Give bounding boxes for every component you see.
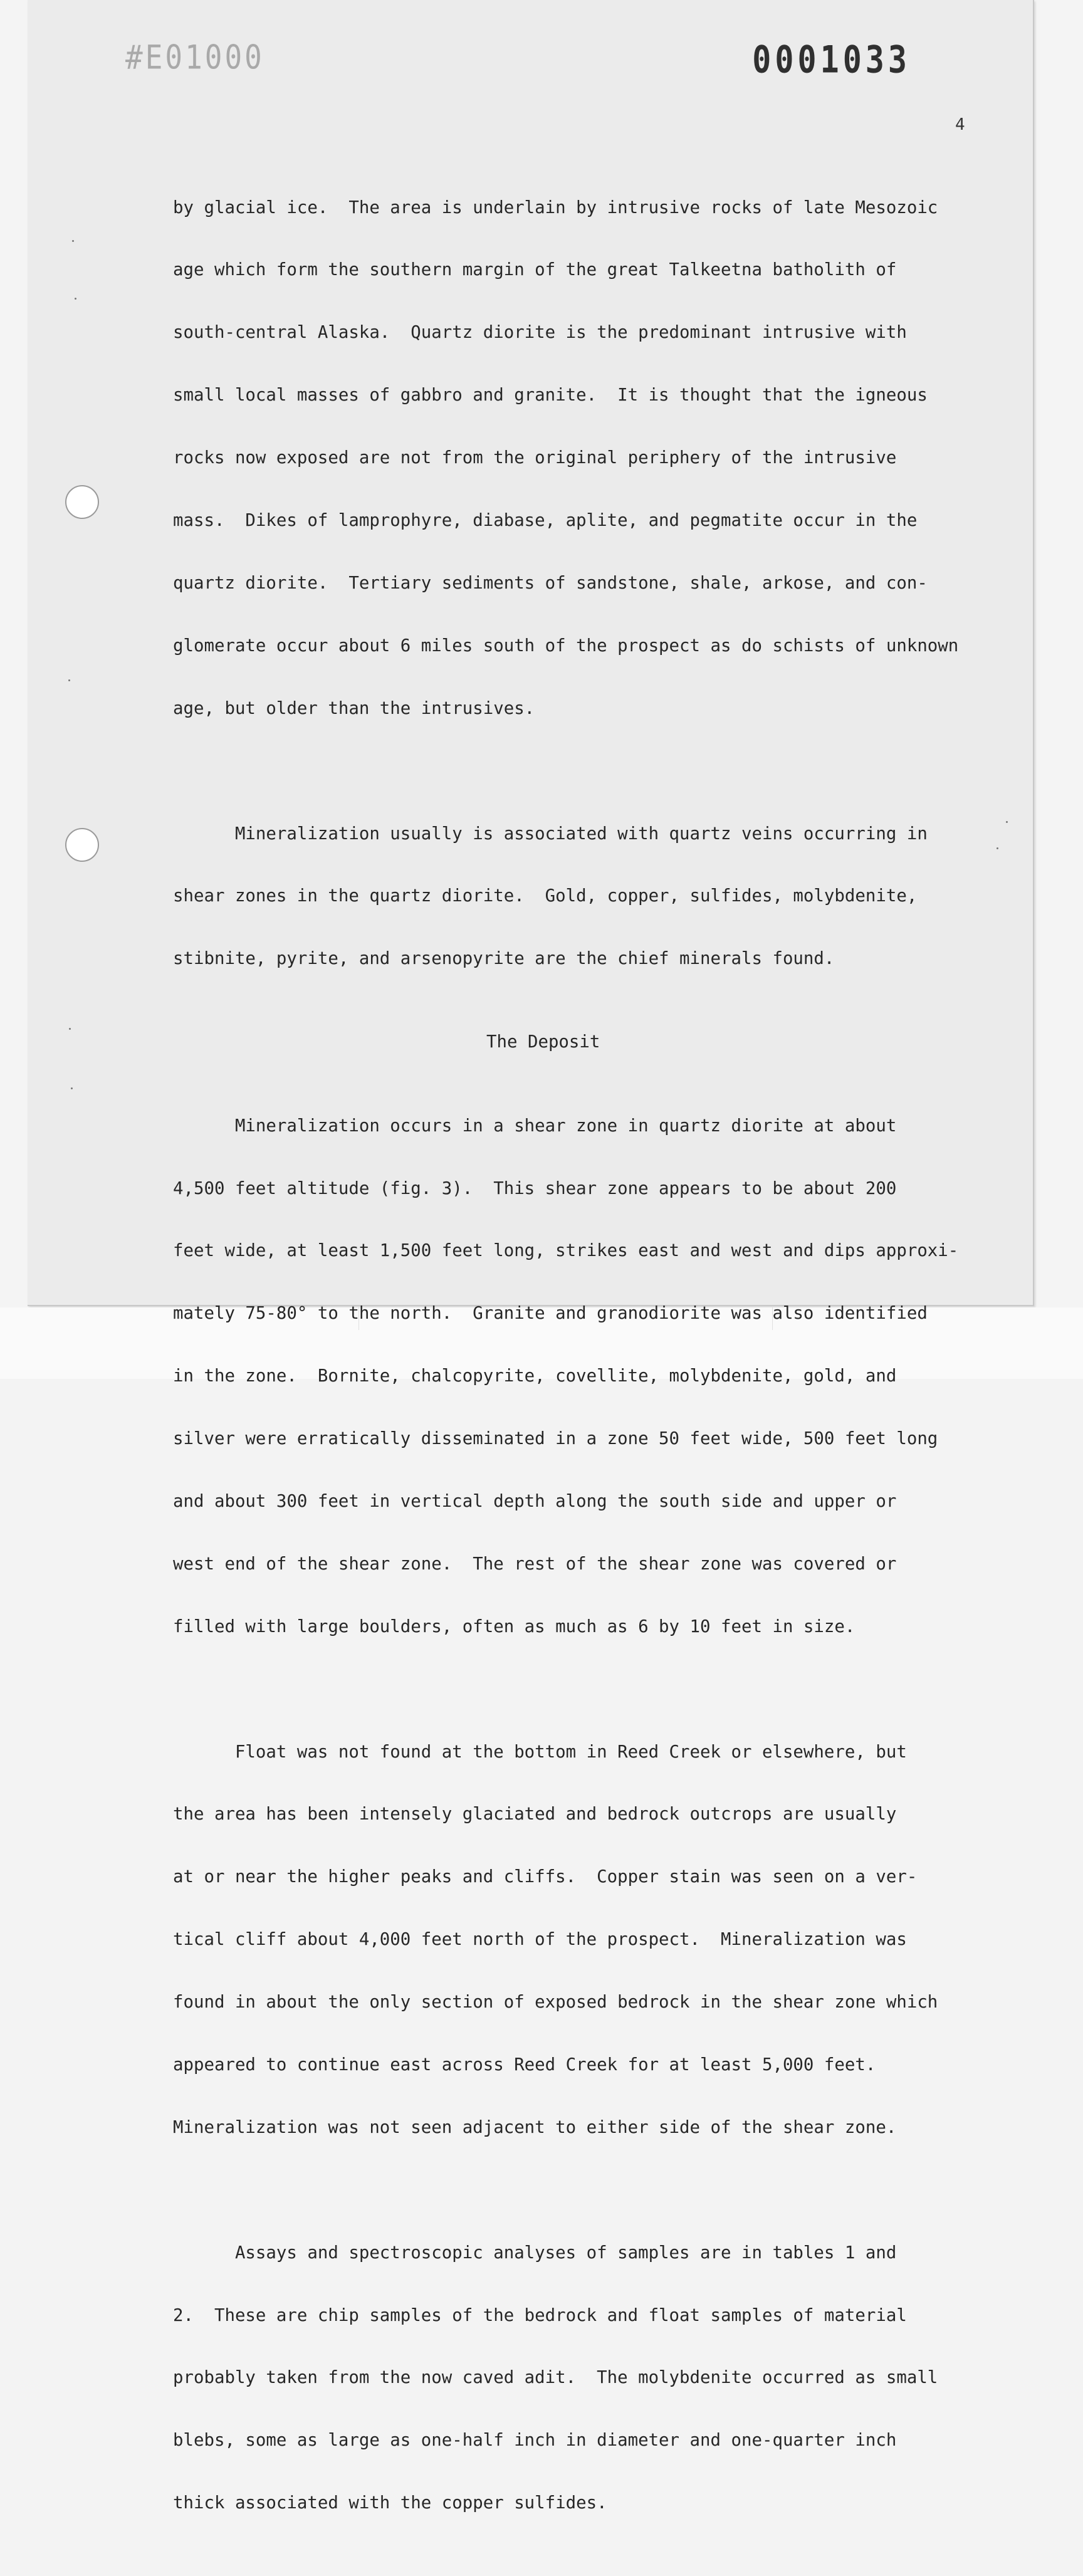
text-line: the area has been intensely glaciated and bedrock outcrops are usually: [173, 1804, 897, 1825]
text-line: stibnite, pyrite, and arsenopyrite are the chief minerals found.: [173, 949, 835, 969]
text-line: appeared to continue east across Reed Creek for at least 5,000 feet.: [173, 2055, 876, 2075]
scan-speck: [75, 298, 76, 300]
paragraph-assays: [173, 2201, 981, 2555]
text-line: thick associated with the copper sulfides.: [173, 2493, 607, 2513]
text-line: silver were erratically disseminated in a zone 50 feet wide, 500 feet long: [173, 1429, 938, 1449]
text-line: rocks now exposed are not from the original periphery of the intrusive: [173, 448, 897, 468]
text-line: and about 300 feet in vertical depth along the south side and upper or: [173, 1492, 897, 1511]
stamp-number-faded: #E01000: [125, 37, 264, 77]
page-number: 4: [955, 115, 965, 134]
text-line: found in about the only section of exposed bedrock in the shear zone which: [173, 1992, 938, 2013]
document-body: [173, 155, 981, 2576]
scan-speck: [68, 679, 70, 681]
text-line: blebs, some as large as one-half inch in diameter and one-quarter inch: [173, 2431, 897, 2451]
text-line: tical cliff about 4,000 feet north of the prospect. Mineralization was: [173, 1930, 907, 1950]
punch-hole-upper: [65, 485, 99, 519]
text-line: by glacial ice. The area is underlain by intrusive rocks of late Mesozoic: [173, 197, 938, 217]
scan-speck: [69, 1028, 71, 1030]
text-line: probably taken from the now caved adit. The molybdenite occurred as small: [173, 2368, 938, 2388]
scan-speck: [1006, 821, 1008, 823]
text-line: mass. Dikes of lamprophyre, diabase, aplite, and pegmatite occur in the: [173, 511, 918, 531]
text-line: small local masses of gabbro and granite. It is thought that the igneous: [173, 385, 928, 406]
text-line: glomerate occur about 6 miles south of the prospect as do schists of unknown: [173, 636, 959, 656]
paragraph-mineralization-general: [173, 782, 981, 1011]
stamp-number-document: 0001033: [752, 38, 911, 81]
text-line: Assays and spectroscopic analyses of samples are in tables 1 and: [173, 2243, 897, 2263]
text-line: quartz diorite. Tertiary sediments of sandstone, shale, arkose, and con-: [173, 573, 928, 593]
text-line: feet wide, at least 1,500 feet long, strikes east and west and dips approxi-: [173, 1241, 959, 1261]
section-heading: The Deposit: [486, 1032, 600, 1052]
text-line: age, but older than the intrusives.: [173, 698, 535, 718]
paragraph-float: [173, 1700, 981, 2180]
scan-speck: [72, 240, 74, 242]
punch-hole-lower: [65, 828, 99, 862]
text-line: at or near the higher peaks and cliffs. Copper stain was seen on a ver-: [173, 1867, 918, 1887]
text-line: Mineralization occurs in a shear zone in quartz diorite at about: [173, 1116, 897, 1136]
text-line: Mineralization usually is associated with quartz veins occurring in: [173, 824, 928, 844]
text-line: Float was not found at the bottom in Reed Creek or elsewhere, but: [173, 1742, 907, 1762]
text-line: shear zones in the quartz diorite. Gold, copper, sulfides, molybdenite,: [173, 886, 918, 906]
scan-speck: [71, 1087, 73, 1089]
text-line: 4,500 feet altitude (fig. 3). This shear zone appears to be about 200: [173, 1178, 897, 1198]
text-line: Mineralization was not seen adjacent to either side of the shear zone.: [173, 2117, 897, 2137]
text-line: age which form the southern margin of the great Talkeetna batholith of: [173, 260, 897, 280]
paragraph-geology: [173, 155, 981, 761]
paragraph-deposit: [173, 1074, 981, 1679]
text-line: in the zone. Bornite, chalcopyrite, covellite, molybdenite, gold, and: [173, 1366, 897, 1386]
text-line: filled with large boulders, often as much as 6 by 10 feet in size.: [173, 1616, 855, 1636]
text-line: west end of the shear zone. The rest of the shear zone was covered or: [173, 1554, 897, 1574]
text-line: mately 75-80° to the north. Granite and granodiorite was also identified: [173, 1304, 928, 1324]
text-line: 2. These are chip samples of the bedrock and float samples of material: [173, 2305, 907, 2325]
text-line: south-central Alaska. Quartz diorite is the predominant intrusive with: [173, 323, 907, 343]
scan-speck: [997, 847, 998, 849]
